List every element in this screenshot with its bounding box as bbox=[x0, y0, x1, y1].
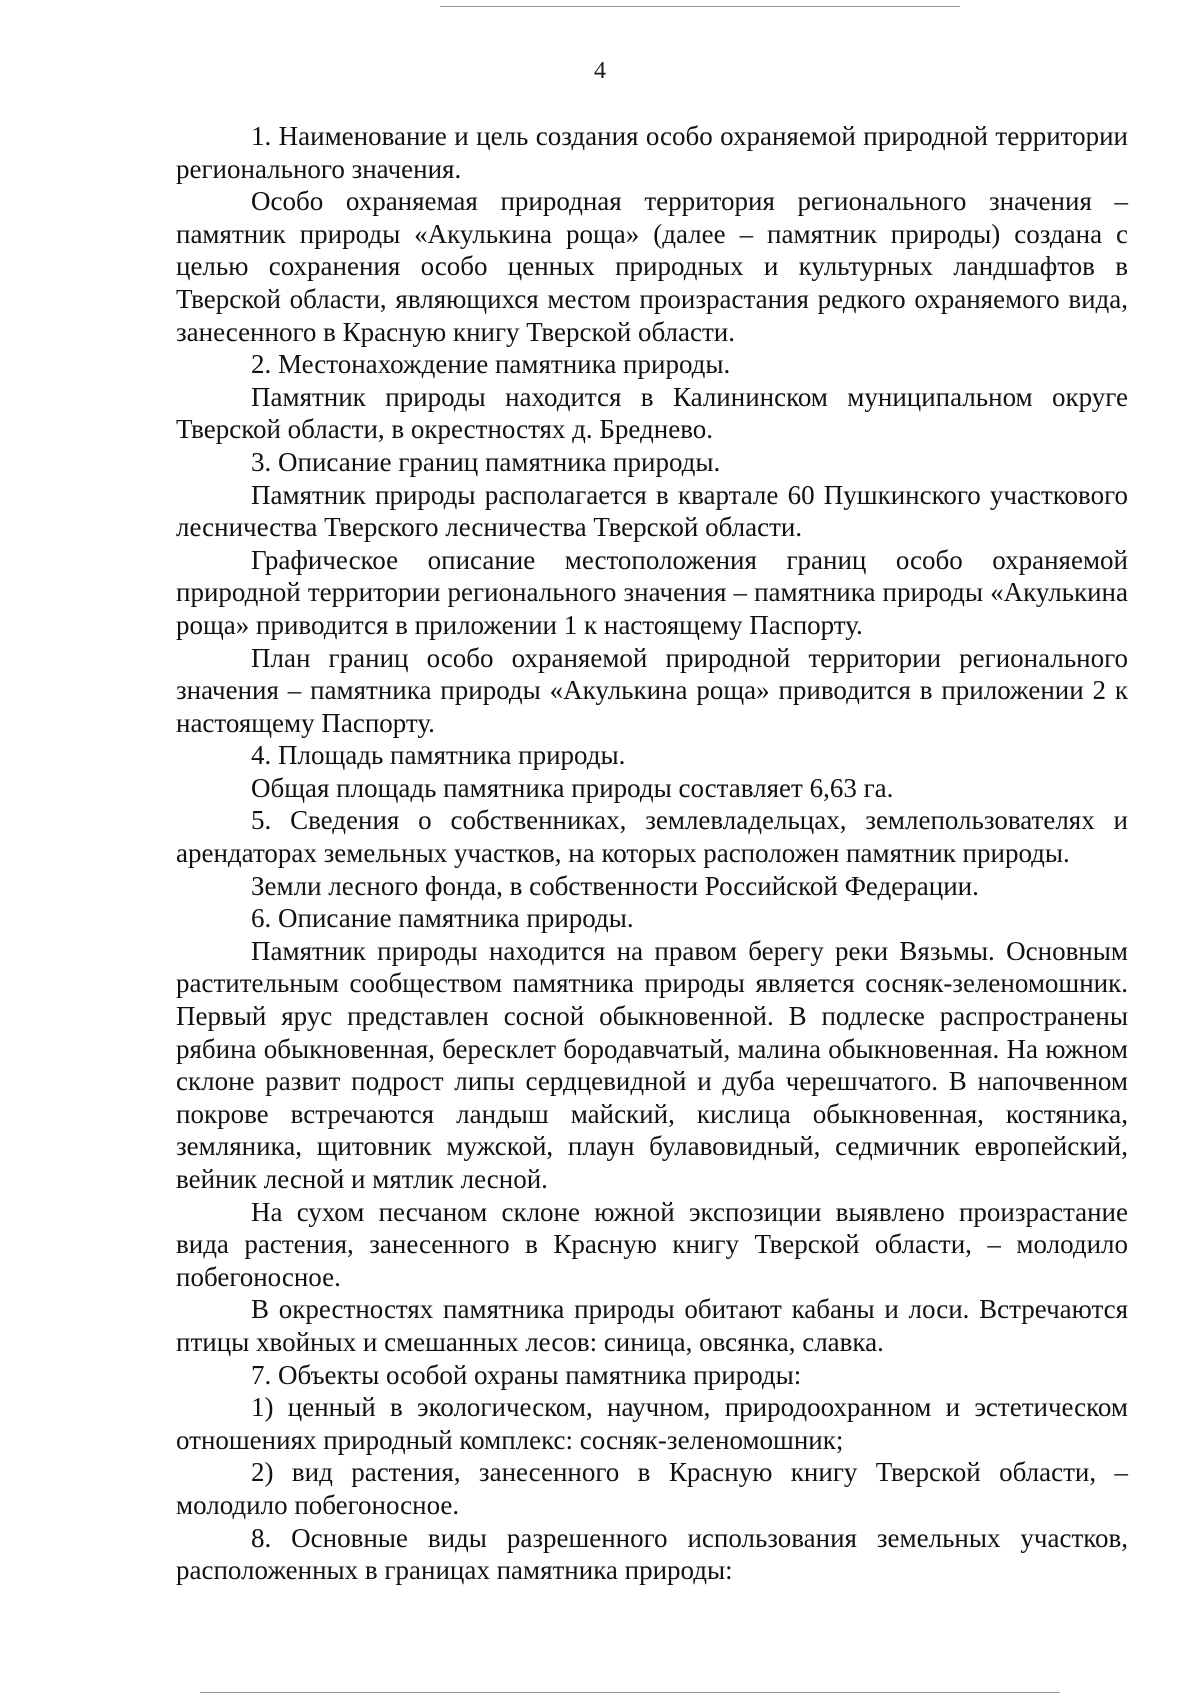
section-4-heading: 4. Площадь памятника природы. bbox=[251, 740, 626, 771]
section-3-text-location: Памятник природы располагается в квартале 60 Пушкинского участкового лесничества Тверского лесничества Тверской области. bbox=[176, 479, 1128, 543]
page-number: 4 bbox=[594, 58, 606, 84]
section-6-text-vegetation: Памятник природы находится на правом берегу реки Вязьмы. Основным растительным сообществом памятника природы является сосняк-зеленомошник. Первый ярус представлен сосной обыкновенной. В подлеске распространены рябина обыкновенная, бересклет бородавчатый, малина обыкновенная. На южном склоне развит подрост липы сердцевидной и дуба черешчатого. В напочвенном покрове встречаются ландыш майский, кислица обыкновенная, костяника, земляника, щитовник мужской, плаун булавовидный, седмичник европейский, вейник лесной и мятлик лесной. bbox=[176, 935, 1128, 1194]
section-1-heading: 1. Наименование и цель создания особо охраняемой природной территории регионального значения. bbox=[176, 121, 1128, 184]
section-3-heading: 3. Описание границ памятника природы. bbox=[251, 446, 721, 477]
section-7-item-2: 2) вид растения, занесенного в Красную книгу Тверской области, – молодило побегоносное. bbox=[176, 1457, 1128, 1520]
section-2-heading: 2. Местонахождение памятника природы. bbox=[251, 349, 731, 380]
section-7-item-1: 1) ценный в экологическом, научном, природоохранном и эстетическом отношениях природный комплекс: сосняк-зеленомошник; bbox=[176, 1392, 1128, 1455]
section-4-text: Общая площадь памятника природы составляет 6,63 га. bbox=[251, 772, 894, 803]
section-7-heading: 7. Объекты особой охраны памятника природы: bbox=[251, 1359, 802, 1390]
section-5-heading: 5. Сведения о собственниках, землевладельцах, землепользователях и арендаторах земельных участков, на которых расположен памятник природы. bbox=[176, 805, 1128, 869]
section-6-heading: 6. Описание памятника природы. bbox=[251, 903, 634, 934]
section-1-text: Особо охраняемая природная территория регионального значения – памятник природы «Акулькина роща» (далее – памятник природы) создана с целью сохранения особо ценных природных и культурных ландшафтов в Тверской области, являющихся местом произрастания редкого охраняемого вида, занесенного в Красную книгу Тверской области. bbox=[176, 186, 1128, 347]
section-3-text-graphic-description: Графическое описание местоположения границ особо охраняемой природной территории регионального значения – памятника природы «Акулькина роща» приводится в приложении 1 к настоящему Паспорту. bbox=[176, 544, 1128, 640]
document-body bbox=[176, 120, 1128, 1587]
section-8-heading: 8. Основные виды разрешенного использования земельных участков, расположенных в границах памятника природы: bbox=[176, 1522, 1128, 1586]
section-6-text-rare-species: На сухом песчаном склоне южной экспозиции выявлено произрастание вида растения, занесенного в Красную книгу Тверской области, – молодило побегоносное. bbox=[176, 1196, 1128, 1292]
scan-artifact-top bbox=[440, 6, 960, 7]
section-6-text-fauna: В окрестностях памятника природы обитают кабаны и лоси. Встречаются птицы хвойных и смешанных лесов: синица, овсянка, славка. bbox=[176, 1294, 1128, 1357]
section-3-text-boundary-plan: План границ особо охраняемой природной территории регионального значения – памятника природы «Акулькина роща» приводится в приложении 2 к настоящему Паспорту. bbox=[176, 642, 1128, 738]
scan-artifact-bottom bbox=[200, 1692, 1060, 1693]
section-5-text: Земли лесного фонда, в собственности Российской Федерации. bbox=[251, 870, 979, 901]
section-2-text: Памятник природы находится в Калининском муниципальном округе Тверской области, в окрестностях д. Бреднево. bbox=[176, 381, 1128, 445]
